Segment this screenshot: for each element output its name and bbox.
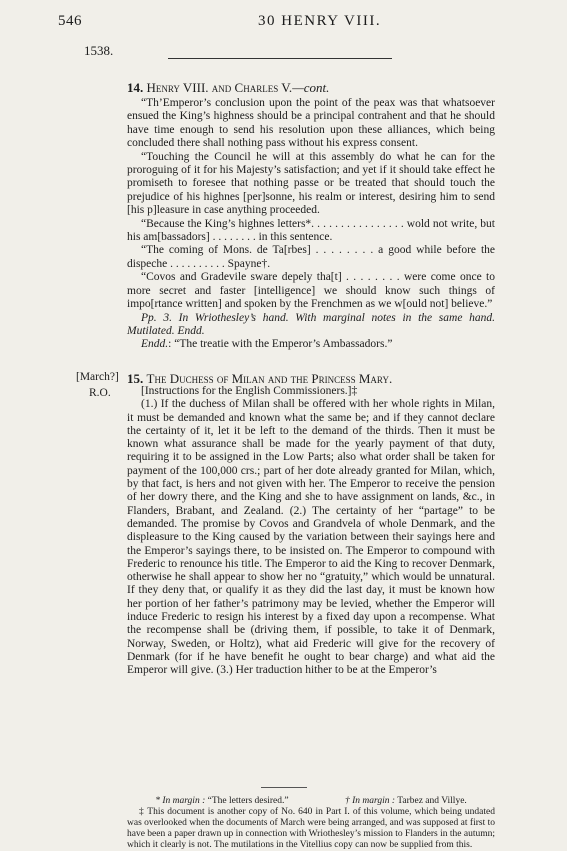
page-number: 546 (58, 13, 82, 29)
entry-14-paragraph: “The coming of Mons. de Ta[rbes] . . . . . . . . a good while before the dispeche . . . . . . . . . . Spayne†. (127, 244, 495, 270)
entry-15-title: The Duchess of Milan and the Princess Mary. (146, 371, 393, 386)
entry-15-body (127, 385, 495, 678)
footnotes (127, 796, 495, 851)
footnote-ddagger: ‡ This document is another copy of No. 640 in Part I. of this volume, which being undated was overlooked when the documents of March were being arranged, and was supposed at first to have been a paper drawn up in connection with Wriothesley’s mission to Flanders in the autumn; which it clearly is not. The mutilations in the Vitellius copy can now be supplied from this. (127, 807, 496, 850)
footnote-dagger (345, 796, 467, 807)
entry-14-title: Henry VIII. and Charles V. (146, 80, 293, 95)
entry-15-text: (1.) If the duchess of Milan shall be offered with her whole rights in Milan, it must be demanded and known what the same be; and if they cannot declare the certainty of it, let it be left to the demand of the thirds. Then it must be known what assurance shall be made for the yearly payment of that duty, requiring it to be assigned in the Low Parts; also what order shall be taken for payment of the 100,000 crs.; part of her dote already granted for Milan, which, by that fact, is hers and not given with her. The Emperor to receive the pension of her dowry there, and the King and she to have assignment on lands, &c., in Flanders, Brabant, and Zealand. (2.) The certainty of her “partage” to be demanded. The promise by Covos and Grandvela of whole Denmark, and the displeasure to the King caused by the variation between their sayings here and the Emperor’s sayings there, to be insisted on. The Emperor to compound with Frederic to renounce his title. The Emperor to aid the King to recover Denmark, otherwise he shall appear to show her no “gratuity,” which would be unnatural. If they deny that, or qualify it as they did the last day, it must be known how her portion of her father’s patrimony may be levied, whether the Emperor will induce Frederic to resign his interest by a fixed day upon a recompense. What the recompense shall be (driving them, if possible, to take it of Denmark, Norway, Sweden, or Holtz), what aid Frederic will give for the recovery of Denmark (for if he have benefit he ought to bear charge) and what aid the Emperor will give. (3.) Her traduction hither to be at the Emperor’s (127, 398, 495, 677)
footnote-star (155, 796, 288, 807)
footnote-dagger-text: Tarbez and Villye. (397, 796, 467, 806)
entry-14-body (127, 97, 495, 352)
endd-text: : “The treatie with the Emperor’s Ambassadors.” (168, 338, 393, 351)
footnote-rule (261, 787, 307, 788)
year-margin: 1538. (84, 43, 114, 58)
entry-14-heading (127, 80, 329, 96)
entry-15-date: [March?] (76, 371, 119, 383)
header-rule (168, 58, 392, 59)
footnote-star-label: * In margin : (155, 796, 206, 806)
footnote-star-text: “The letters desired.” (207, 796, 289, 806)
entry-15-subheading: [Instructions for the English Commissioners.]‡ (141, 385, 358, 397)
entry-14-number: 14. (127, 80, 144, 95)
entry-14-paragraph: “Touching the Council he will at this assembly do what he can for the proroguing of it for his Majesty’s satisfaction; and yet if it should take effect he promiseth to foresee that nothing passe or be treated that should touch the prejudice of his highnes [per]sonne, his realm or interest, desiring him to send [his p]leasure in case anything proceeded. (127, 150, 495, 217)
entry-15-source: R.O. (89, 387, 111, 399)
entry-14-paragraph: “Th’Emperor’s conclusion upon the point of the peax was that whatsoever ensued the King’s highness should be a principal contrahent and that he should have time enough to send his resolution upon these alliances, which being concluded there shall nothing pass without his express consent. (127, 97, 495, 150)
endd-label: Endd. (141, 338, 169, 351)
entry-14-description: Pp. 3. In Wriothesley’s hand. With marginal notes in the same hand. Mutilated. Endd. (127, 311, 495, 337)
entry-15-number: 15. (127, 371, 144, 386)
footnote-dagger-label: † In margin : (344, 796, 396, 806)
entry-14-cont: —cont. (292, 80, 330, 95)
footnote-markers-row (127, 796, 495, 807)
entry-14-endorsement (127, 338, 495, 351)
entry-14-paragraph: “Covos and Gradevile sware depely tha[t] . . . . . . . . were come once to more secret and faster [intelligence] we should know such things of impo[rtance written] and spoken by the Frenchmen as we w[ould not] believe.” (127, 271, 495, 311)
running-head: 30 HENRY VIII. (258, 13, 382, 29)
entry-14-paragraph: “Because the King’s highnes letters*. . . . . . . . . . . . . . . . wold not write, but his am[bassadors] . . . . . . . . in this sentence. (127, 217, 495, 244)
